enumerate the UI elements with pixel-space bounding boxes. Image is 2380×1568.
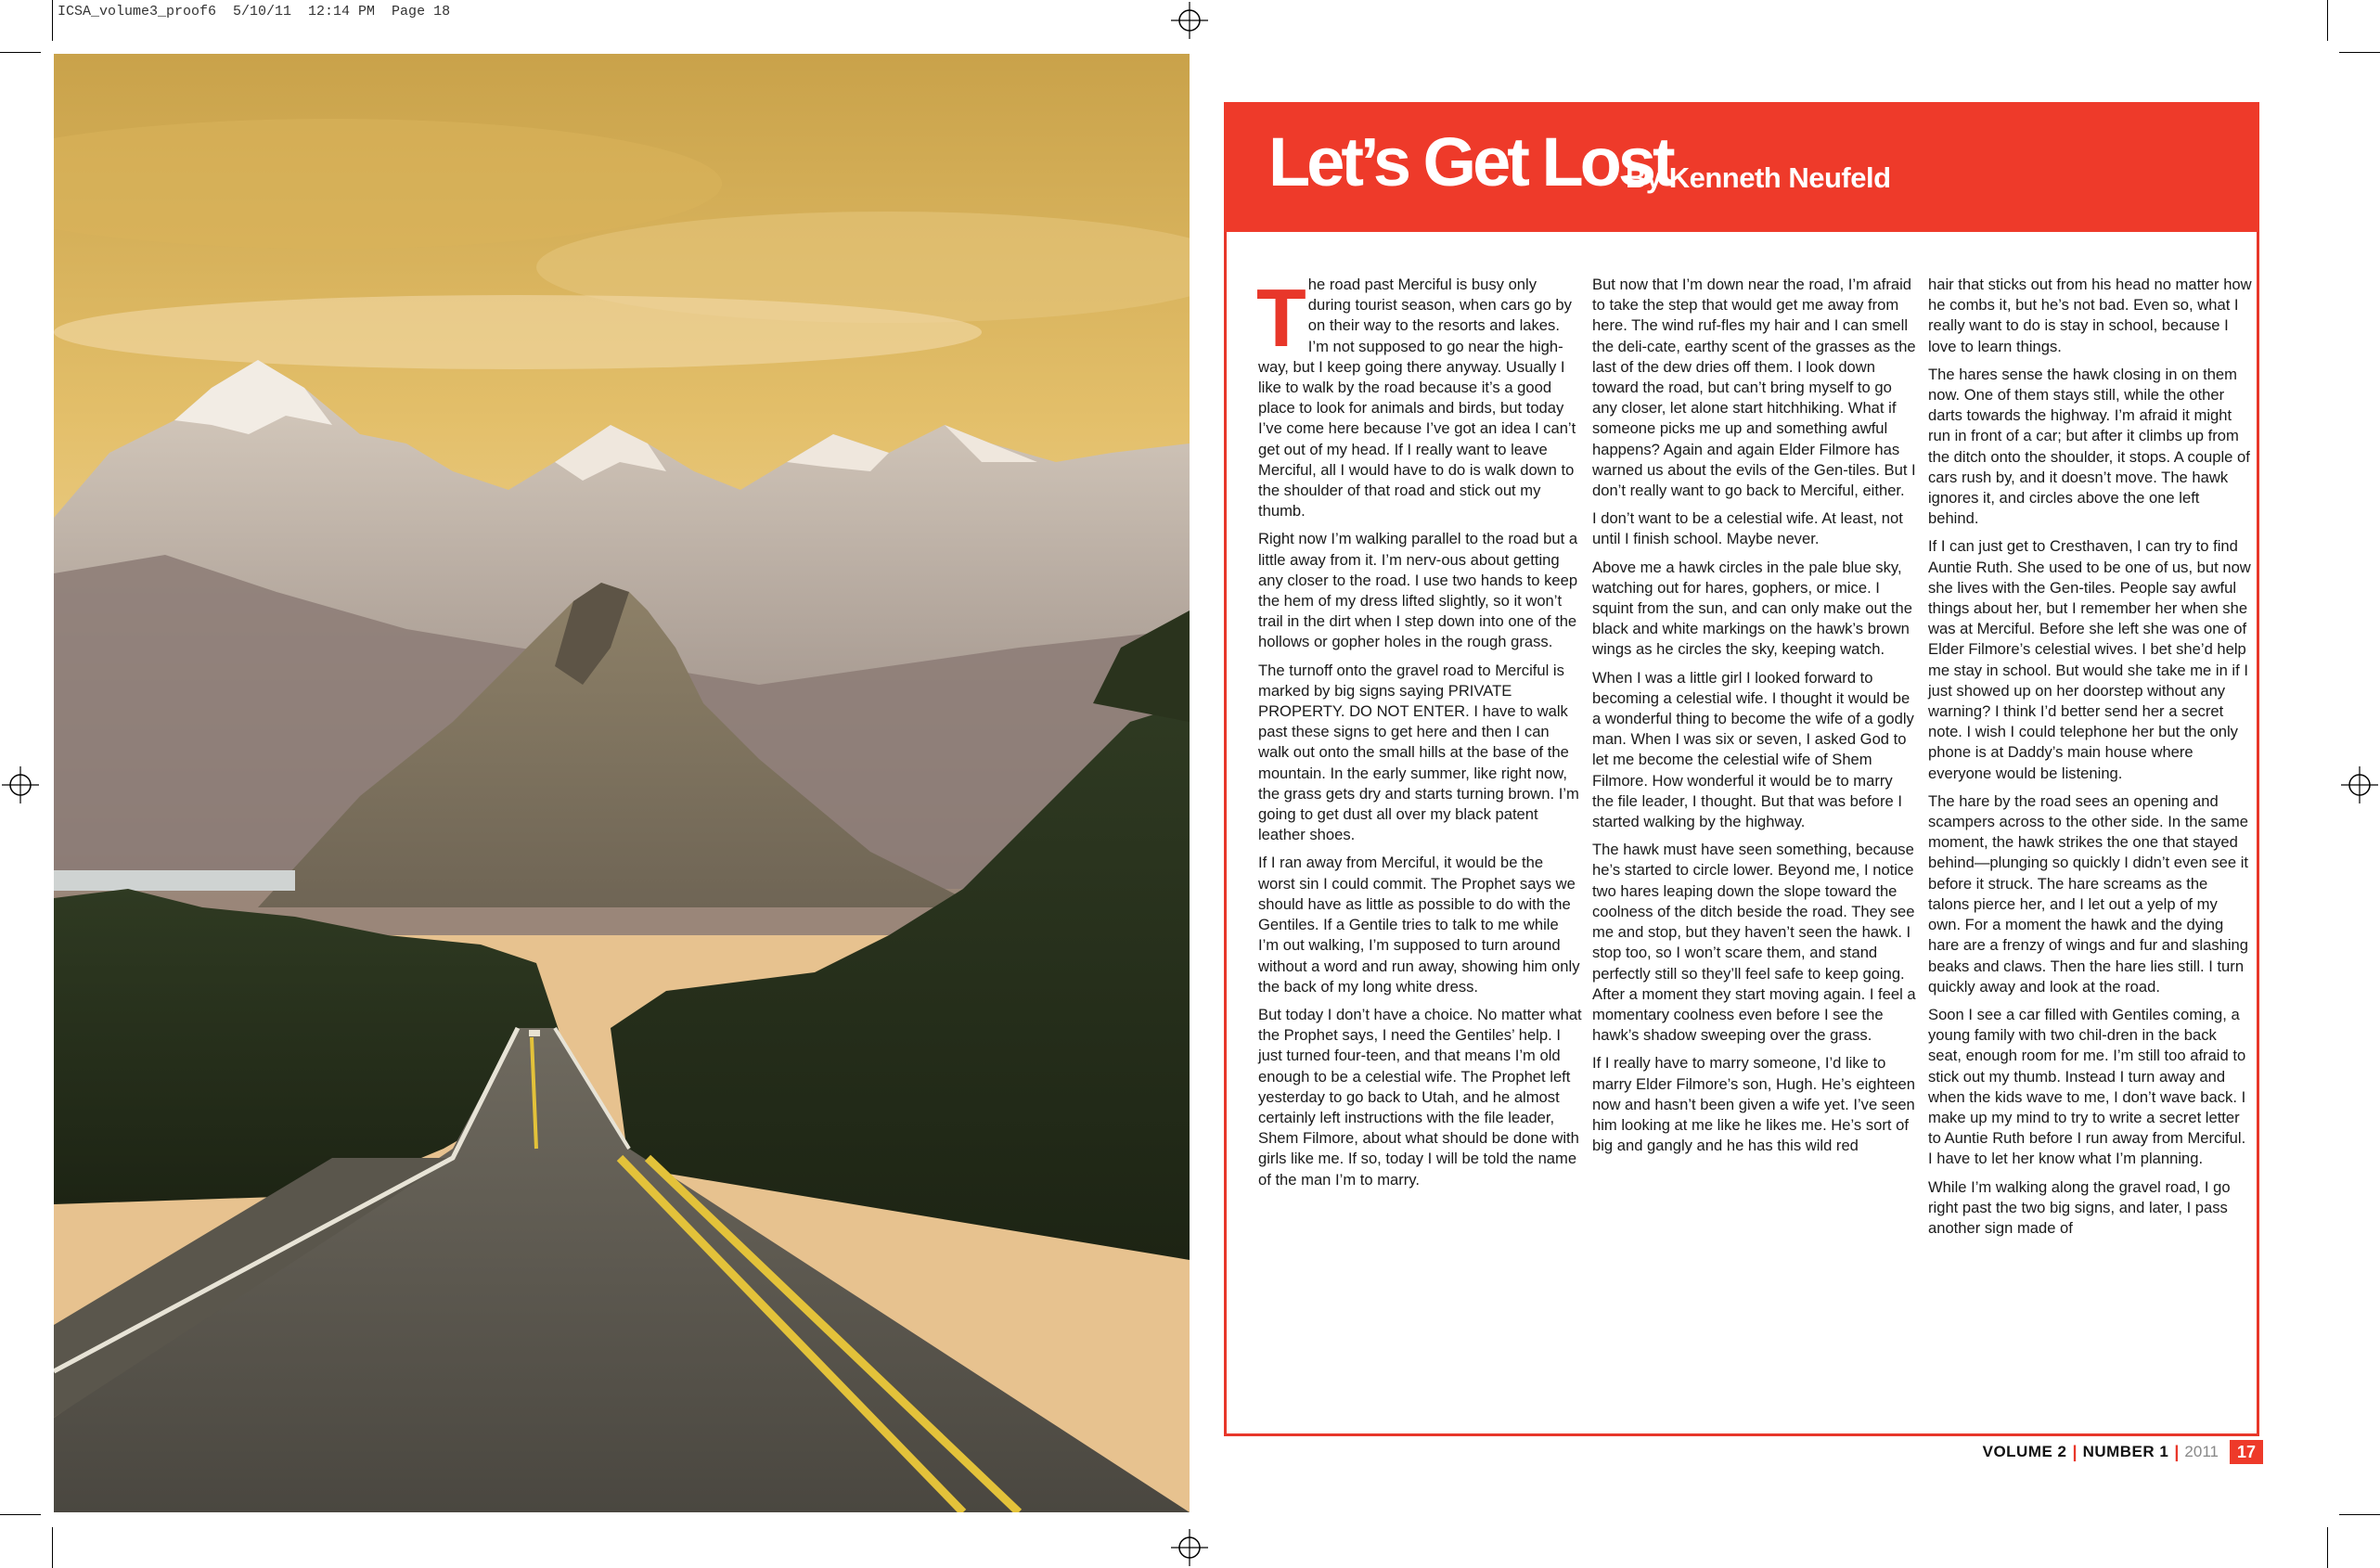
volume-label: VOLUME 2 <box>1982 1443 2067 1460</box>
paragraph: Soon I see a car filled with Gentiles coming, a young family with two chil-dren in the back seat, enough room for me. I’m still too afraid to stick out my thumb. Instead I turn away and when the kids wave to me, I don’t wave back. I make up my mind to try to write a secret letter to Auntie Ruth before I run away from Merciful. I have to let her know what I’m planning. <box>1928 1005 2246 1168</box>
paragraph: The hares sense the hawk closing in on them now. One of them stays still, while the other darts towards the highway. I’m afraid it might run in front of a car; but after it climbs up from the ditch onto the shoulder, it stops. A couple of cars rush by, and it doesn’t move. The hawk ignores it, and circles above the one left behind. <box>1928 365 2250 528</box>
paragraph: If I can just get to Cresthaven, I can try to find Auntie Ruth. She used to be one of us, but now she lives with the Gen-tiles. People say awful things about her, but I remember her when she was at Merciful. Before she left she was one of Elder Filmore’s celestial wives. I bet she’d help me stay in school. But would she take me in if I just showed up on her doorstep without any warning? I think I’d better send her a secret note. I wish I could telephone her but the only phone is at Daddy’s main house where everyone would be listening. <box>1928 537 2251 782</box>
mountain-road-photo-icon <box>54 54 1190 1512</box>
year-label: 2011 <box>2184 1443 2219 1460</box>
crop-mark <box>52 1527 53 1568</box>
separator: | <box>2174 1442 2180 1461</box>
crop-mark <box>2327 1527 2328 1568</box>
printer-slug: ICSA_volume3_proof6 5/10/11 12:14 PM Page 18 <box>58 4 451 19</box>
registration-mark-icon <box>1171 1529 1208 1566</box>
paragraph: If I really have to marry someone, I’d like to marry Elder Filmore’s son, Hugh. He’s eighteen now and hasn’t been given a wife yet. I’ve seen him looking at me like he likes me. He’s sort of big and gangly and he has this wild red <box>1592 1054 1916 1155</box>
paragraph: The turnoff onto the gravel road to Merciful is marked by big signs saying PRIVATE PROPERTY. DO NOT ENTER. I have to walk past these signs to get here and then I can walk out onto the small hills at the base of the mountain. In the early summer, like right now, the grass gets dry and starts turning brown. I’m going to get dust all over my black patent leather shoes. <box>1258 661 1579 844</box>
crop-mark <box>0 52 41 53</box>
paragraph: But now that I’m down near the road, I’m afraid to take the step that would get me away from here. The wind ruf-fles my hair and I can smell the deli-cate, earthy scent of the grasses as the last of the dew dries off them. I look down toward the road, but can’t bring myself to go any closer, let alone start hitchhiking. What if someone picks me up and something awful happens? Again and again Elder Filmore has warned us about the evils of the Gen-tiles. But I don’t really want to go back to Merciful, either. <box>1592 276 1916 500</box>
drop-cap: T <box>1256 272 1305 364</box>
crop-mark <box>52 0 53 41</box>
crop-mark <box>0 1514 41 1515</box>
paragraph: The hawk must have seen something, because he’s started to circle lower. Beyond me, I notice two hares leaping down the slope toward the coolness of the ditch beside the road. They see me and stop, but they haven’t seen the hawk. I stop too, so I won’t scare them, and stand perfectly still so they’ll feel safe to keep going. After a moment they start moving again. I feel a momentary coolness even before I see the hawk’s shadow sweeping over the grass. <box>1592 841 1916 1045</box>
paragraph: When I was a little girl I looked forward to becoming a celestial wife. I thought it would be a wonderful thing to become the wife of a godly man. When I was six or seven, I asked God to let me become the celestial wife of Shem Filmore. How wonderful it would be to marry the file leader, I thought. But that was before I started walking by the highway. <box>1592 668 1914 831</box>
paragraph: Right now I’m walking parallel to the road but a little away from it. I’m nerv-ous about getting any closer to the road. I use two hands to keep the hem of my dress lifted slightly, so it won’t trail in the dirt when I step down into one of the hollows or gopher holes in the rough grass. <box>1258 530 1578 651</box>
paragraph: I don’t want to be a celestial wife. At least, not until I finish school. Maybe never. <box>1592 509 1903 548</box>
crop-mark <box>2339 52 2380 53</box>
issue-number-label: NUMBER 1 <box>2082 1443 2169 1460</box>
article-byline: By Kenneth Neufeld <box>1626 161 1891 194</box>
paragraph: But today I don’t have a choice. No matter what the Prophet says, I need the Gentiles’ help. I just turned four-teen, and that means I’m old enough to be a celestial wife. The Prophet left yesterday to go back to Utah, and he almost certainly left instructions with the file leader, Shem Filmore, about what should be done with girls like me. If so, today I will be told the name of the man I’m to marry. <box>1258 1005 1582 1189</box>
article-column-3 <box>1928 275 2253 1246</box>
paragraph: While I’m walking along the gravel road, I go right past the two big signs, and later, I pass another sign made of <box>1928 1177 2231 1237</box>
registration-mark-icon <box>2341 766 2378 803</box>
crop-mark <box>2327 0 2328 41</box>
paragraph: The hare by the road sees an opening and scampers across to the other side. In the same moment, the hawk strikes the one that stayed behind—plunging so quickly I didn’t even see it before it struck. The hare screams as the talons pierce her, and I let out a yelp of my own. For a moment the hawk and the dying hare are a frenzy of wings and fur and slashing beaks and claws. Then the hare lies still. I turn quickly away and look at the road. <box>1928 791 2249 996</box>
registration-mark-icon <box>1171 2 1208 39</box>
paragraph: If I ran away from Merciful, it would be the worst sin I could commit. The Prophet says we should have as little as possible to do with the Gentiles. If a Gentile tries to talk to me while I’m out walking, I’m supposed to turn around without a word and run away, showing him only the back of my long white dress. <box>1258 854 1580 996</box>
article-column-2 <box>1592 275 1917 1163</box>
paragraph: The road past Merciful is busy only during tourist season, when cars go by on their way to the resorts and lakes. I’m not supposed to go near the high-way, but I keep going there anyway. Usually I like to walk by the road because it’s a good place to look for animals and birds, but today I’ve come here because I’ve got an idea I can’t get out of my head. If I really want to leave Merciful, all I would have to do is walk down to the shoulder of that road and stick out my thumb. <box>1256 272 1576 521</box>
page-number: 17 <box>2230 1440 2263 1464</box>
article-column-1 <box>1256 272 1583 1198</box>
mountain-road-photo <box>54 54 1190 1512</box>
crop-mark <box>2339 1514 2380 1515</box>
page-footer <box>1983 1440 2263 1464</box>
registration-mark-icon <box>2 766 39 803</box>
paragraph: hair that sticks out from his head no matter how he combs it, but he’s not bad. Even so, what I really want to do is stay in school, because I love to learn things. <box>1928 276 2252 355</box>
separator: | <box>2072 1442 2078 1461</box>
paragraph: Above me a hawk circles in the pale blue sky, watching out for hares, gophers, or mice. I squint from the sun, and can only make out the black and white markings on the hawk’s brown wings as he circles the sky, keeping watch. <box>1592 558 1912 659</box>
article-title: Let’s Get Lost <box>1268 123 1672 200</box>
